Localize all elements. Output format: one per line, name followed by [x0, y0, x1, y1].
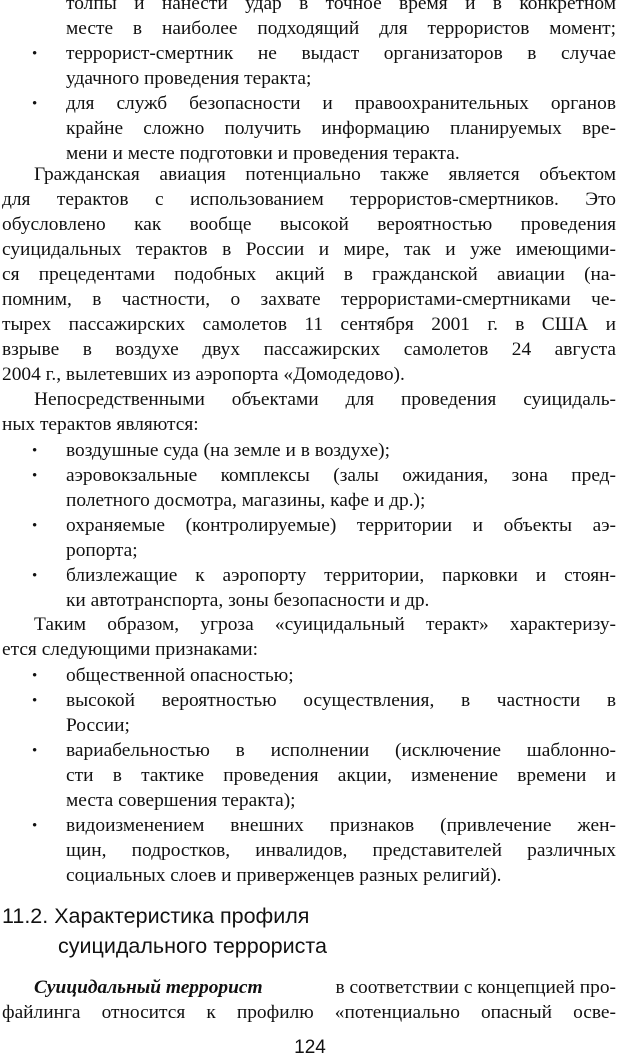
bullet-point: •: [32, 96, 38, 112]
text-line: ных терактов являются:: [2, 414, 199, 435]
text-line: для служб безопасности и правоохранительных органов: [66, 93, 616, 114]
text-line: Гражданская авиация потенциально также является объектом: [34, 164, 616, 185]
lead-term: Суицидальный террорист: [34, 977, 263, 998]
text-line: помним, в частности, о захвате террористами-смертниками че-: [2, 289, 616, 310]
text-line: воздушные суда (на земле и в воздухе);: [66, 440, 390, 461]
text-line: взрыве в воздухе двух пассажирских самолетов 24 августа: [2, 339, 616, 360]
bullet-point: •: [32, 568, 38, 584]
text-line: близлежащие к аэропорту территории, парковки и стоян-: [66, 565, 616, 586]
section-heading-line-1: 11.2. Характеристика профиля: [2, 904, 310, 928]
text-line: щин, подростков, инвалидов, представителей различных: [66, 840, 616, 861]
text-line: охраняемые (контролируемые) территории и объекты аэ-: [66, 515, 616, 536]
text-line: аэровокзальные комплексы (залы ожидания, зона пред-: [66, 465, 616, 486]
bullet-point: •: [32, 443, 38, 459]
text-line: видоизменением внешних признаков (привлечение жен-: [66, 815, 616, 836]
text-line: ся прецедентами подобных акций в гражданской авиации (на-: [2, 264, 616, 285]
text-line: места совершения теракта);: [66, 790, 296, 811]
text-line: тырех пассажирских самолетов 11 сентября 2001 г. в США и: [2, 314, 616, 335]
text-line: вариабельностью в исполнении (исключение шаблонно-: [66, 740, 616, 761]
section-heading-line-2: суицидального террориста: [58, 934, 327, 958]
bullet-point: •: [32, 46, 38, 62]
text-line: России;: [66, 715, 130, 736]
bullet-point: •: [32, 743, 38, 759]
bullet-point: •: [32, 693, 38, 709]
text-line: суицидальных терактов в России и мире, так и уже имеющими-: [2, 239, 616, 260]
bullet-point: •: [32, 468, 38, 484]
text-line: Непосредственными объектами для проведения суицидаль-: [34, 389, 616, 410]
text-line: сти в тактике проведения акции, изменение времени и: [66, 765, 616, 786]
text-line: Таким образом, угроза «суицидальный теракт» характеризу-: [34, 614, 616, 635]
text-line: социальных слоев и приверженцев разных религий).: [66, 865, 502, 886]
text-line: общественной опасностью;: [66, 665, 294, 686]
text-line: высокой вероятностью осуществления, в частности в: [66, 690, 616, 711]
text-line: полетного досмотра, магазины, кафе и др.);: [66, 490, 426, 511]
page-number: 124: [294, 1037, 326, 1058]
text-line: крайне сложно получить информацию планируемых вре-: [66, 118, 616, 139]
text-line: обусловлено как вообще высокой вероятностью проведения: [2, 214, 616, 235]
text-line: [34, 976, 616, 1000]
text-line: террорист-смертник не выдаст организаторов в случае: [66, 43, 616, 64]
bullet-point: •: [32, 818, 38, 834]
text-line: удачного проведения теракта;: [66, 68, 312, 89]
bullet-point: •: [32, 518, 38, 534]
text-line: толпы и нанести удар в точное время и в конкретном: [66, 0, 616, 14]
bullet-point: •: [32, 668, 38, 684]
text-line: ется следующими признаками:: [2, 639, 259, 660]
text-line: файлинга относится к профилю «потенциально опасный осве-: [2, 1002, 616, 1023]
text-line: ки автотранспорта, зоны безопасности и др.: [66, 590, 430, 611]
text-line: для терактов с использованием террористов-смертников. Это: [2, 189, 616, 210]
text-line: ропорта;: [66, 540, 138, 561]
text-line: месте в наиболее подходящий для террористов момент;: [66, 18, 616, 39]
text-line: 2004 г., вылетевших из аэропорта «Домодедово).: [2, 364, 405, 385]
text-span: в соответствии с концепцией про-: [335, 977, 616, 998]
text-line: мени и месте подготовки и проведения теракта.: [66, 143, 460, 164]
